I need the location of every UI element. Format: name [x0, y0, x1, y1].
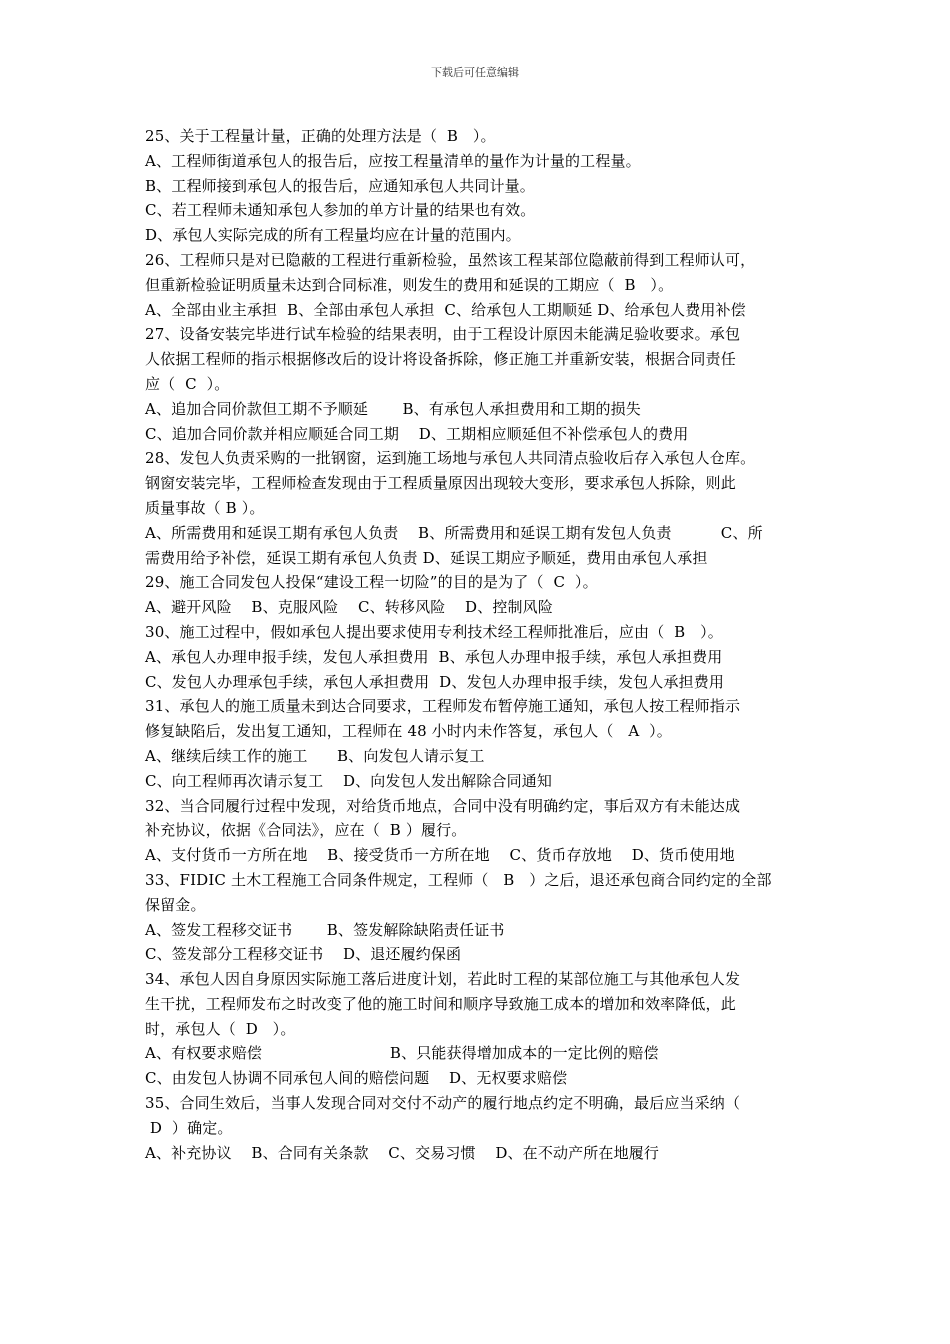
text-line: C、由发包人协调不同承包人间的赔偿问题 D、无权要求赔偿 [145, 1069, 568, 1088]
text-line: 保留金。 [145, 895, 206, 914]
text-line: 需费用给予补偿，延误工期有承包人负责 D、延误工期应予顺延，费用由承包人承担 [145, 548, 708, 567]
text-line: 32、当合同履行过程中发现，对给货币地点，合同中没有明确约定，事后双方有未能达成 [145, 796, 741, 815]
text-line: C、追加合同价款并相应顺延合同工期 D、工期相应顺延但不补偿承包人的费用 [145, 424, 689, 443]
text-line: A、全部由业主承担 B、全部由承包人承担 C、给承包人工期顺延 D、给承包人费用补偿 [145, 300, 746, 319]
page-header: 下载后可任意编辑 [431, 66, 519, 79]
text-line: A、签发工程移交证书 B、签发解除缺陷责任证书 [145, 920, 505, 939]
text-line: C、若工程师未通知承包人参加的单方计量的结果也有效。 [145, 201, 536, 220]
text-line: A、所需费用和延误工期有承包人负责 B、所需费用和延误工期有发包人负责 C、所 [145, 523, 763, 542]
text-line: 钢窗安装完毕，工程师检查发现由于工程质量原因出现较大变形，要求承包人拆除，则此 [145, 474, 736, 493]
text-line: 应（ C ）。 [145, 374, 230, 393]
text-line: 25、关于工程量计量，正确的处理方法是（ B ）。 [145, 127, 496, 145]
text-line: 30、施工过程中，假如承包人提出要求使用专利技术经工程师批准后，应由（ B ）。 [145, 622, 723, 641]
text-line: 31、承包人的施工质量未到达合同要求，工程师发布暂停施工通知，承包人按工程师指示 [145, 697, 741, 716]
text-line: 补充协议，依据《合同法》，应在（ B ）履行。 [145, 821, 467, 840]
text-line: 生干扰，工程师发布之时改变了他的施工时间和顺序导致施工成本的增加和效率降低，此 [145, 994, 736, 1013]
text-line: C、向工程师再次请示复工 D、向发包人发出解除合同通知 [145, 771, 553, 790]
text-line: 人依据工程师的指示根据修改后的设计将设备拆除，修正施工并重新安装，根据合同责任 [145, 350, 736, 369]
text-line: C、签发部分工程移交证书 D、退还履约保函 [145, 945, 462, 964]
text-line: A、承包人办理申报手续，发包人承担费用 B、承包人办理申报手续，承包人承担费用 [145, 647, 723, 666]
document-body [145, 124, 815, 1165]
text-line: 时，承包人（ D ）。 [145, 1019, 296, 1038]
text-line: C、发包人办理承包手续，承包人承担费用 D、发包人办理申报手续，发包人承担费用 [145, 672, 725, 691]
text-line: A、避开风险 B、克服风险 C、转移风险 D、控制风险 [145, 598, 553, 617]
text-line: 但重新检验证明质量未达到合同标准，则发生的费用和延误的工期应（ B ）。 [145, 275, 674, 294]
text-line: B、工程师接到承包人的报告后，应通知承包人共同计量。 [145, 176, 535, 195]
text-line: 29、施工合同发包人投保“建设工程一切险”的目的是为了（ C ）。 [145, 573, 598, 592]
text-line: 34、承包人因自身原因实际施工落后进度计划，若此时工程的某部位施工与其他承包人发 [145, 970, 741, 989]
text-line: 26、工程师只是对已隐蔽的工程进行重新检验，虽然该工程某部位隐蔽前得到工程师认可， [145, 250, 756, 269]
text-line: A、追加合同价款但工期不予顺延 B、有承包人承担费用和工期的损失 [145, 399, 641, 418]
text-line: A、补充协议 B、合同有关条款 C、交易习惯 D、在不动产所在地履行 [145, 1143, 660, 1162]
text-line: 修复缺陷后，发出复工通知，工程师在 48 小时内未作答复，承包人（ A ）。 [145, 722, 672, 741]
text-line: 28、发包人负责采购的一批钢窗，运到施工场地与承包人共同清点验收后存入承包人仓库。 [145, 449, 756, 468]
text-line: 33、FIDIC 土木工程施工合同条件规定，工程师（ B ）之后，退还承包商合同约定的全部 [145, 870, 772, 889]
text-line: A、继续后续工作的施工 B、向发包人请示复工 [145, 746, 485, 765]
text-line: 质量事故（ B ）。 [145, 498, 265, 517]
text-line: A、工程师街道承包人的报告后，应按工程量清单的量作为计量的工程量。 [145, 151, 641, 170]
text-line: D、承包人实际完成的所有工程量均应在计量的范围内。 [145, 226, 521, 245]
text-line: A、有权要求赔偿 B、只能获得增加成本的一定比例的赔偿 [145, 1044, 659, 1063]
text-line: 35、合同生效后，当事人发现合同对交付不动产的履行地点约定不明确，最后应当采纳（ [145, 1094, 741, 1113]
text-line: 27、设备安装完毕进行试车检验的结果表明，由于工程设计原因未能满足验收要求。承包 [145, 325, 741, 344]
text-line: D ）确定。 [145, 1118, 233, 1137]
text-line: A、支付货币一方所在地 B、接受货币一方所在地 C、货币存放地 D、货币使用地 [145, 846, 735, 865]
